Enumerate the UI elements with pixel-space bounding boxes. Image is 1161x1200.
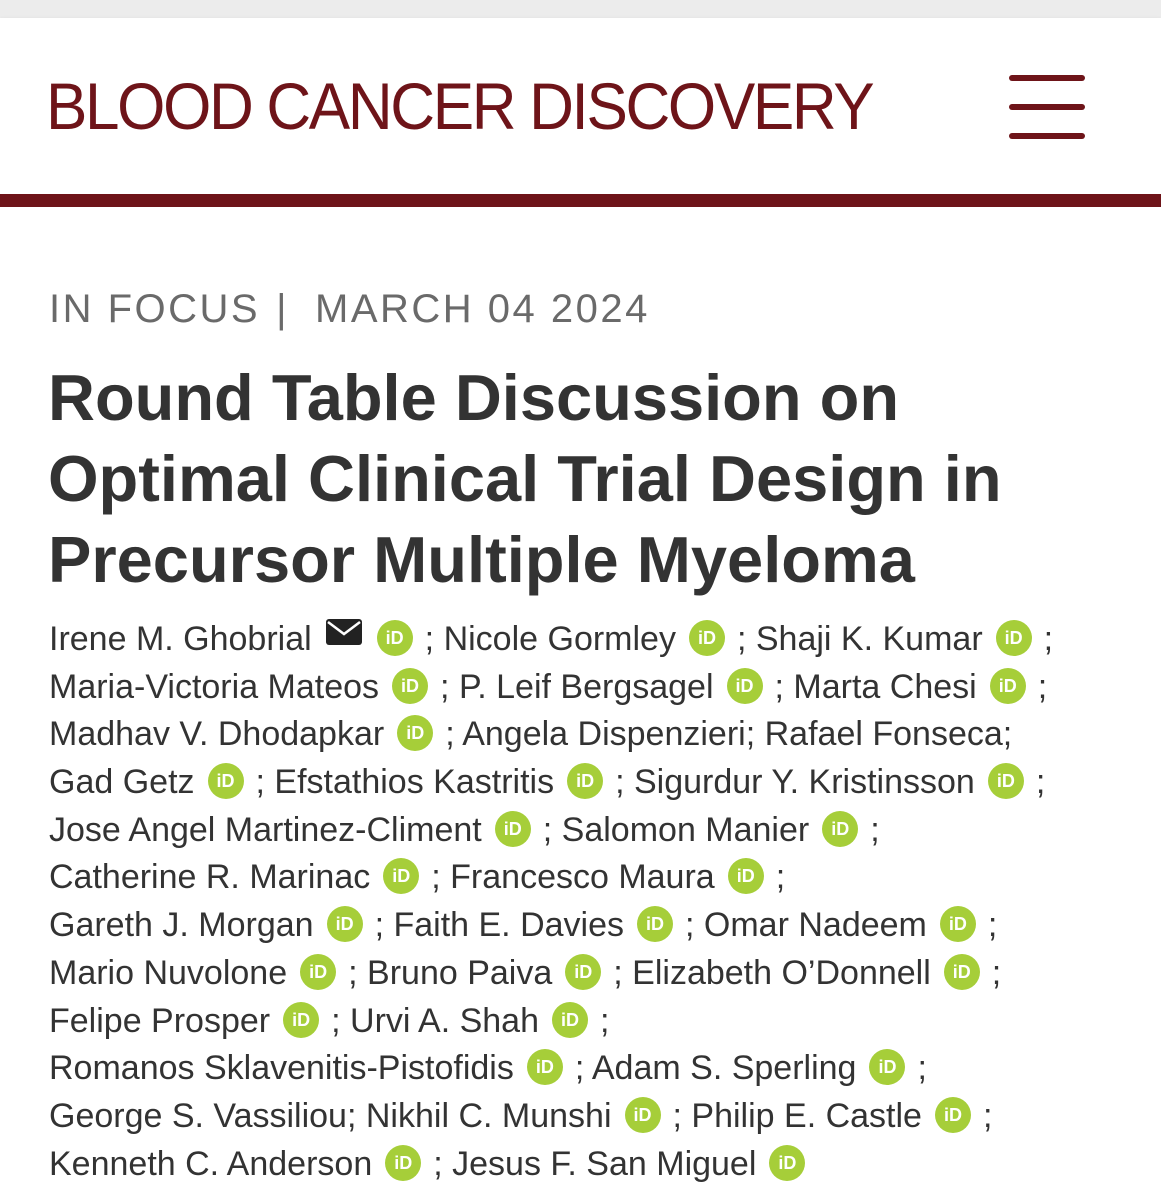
author-line xyxy=(49,759,1149,807)
author-line xyxy=(49,1093,1149,1141)
article-category[interactable]: IN FOCUS xyxy=(49,287,261,331)
author-list xyxy=(49,616,1149,1188)
author-name[interactable]: Francesco Maura xyxy=(450,858,715,897)
orcid-icon[interactable]: iD xyxy=(996,620,1032,656)
author xyxy=(49,1049,592,1087)
author-name[interactable]: Shaji K. Kumar xyxy=(755,620,983,658)
author-separator: ; xyxy=(615,763,625,802)
author-separator: ; xyxy=(348,953,358,992)
orcid-icon[interactable]: iD xyxy=(377,620,413,656)
author-separator: ; xyxy=(1002,715,1013,754)
author-name[interactable]: Salomon Manier xyxy=(561,810,810,849)
orcid-icon[interactable]: iD xyxy=(392,668,428,704)
author-separator: ; xyxy=(1035,763,1046,802)
author xyxy=(49,906,393,944)
article-meta xyxy=(49,286,650,332)
author-separator: ; xyxy=(600,1001,610,1040)
author-line xyxy=(49,1141,1149,1189)
author-separator: ; xyxy=(613,953,623,992)
orcid-icon[interactable]: iD xyxy=(567,763,603,799)
author-separator: ; xyxy=(542,810,553,849)
email-icon[interactable] xyxy=(326,619,362,645)
orcid-icon[interactable]: iD xyxy=(397,715,433,751)
author xyxy=(49,811,562,849)
orcid-icon[interactable]: iD xyxy=(625,1097,661,1133)
author xyxy=(49,668,459,706)
author-line xyxy=(49,807,1149,855)
menu-line xyxy=(1009,133,1085,139)
author-name[interactable]: Urvi A. Shah xyxy=(350,1001,539,1040)
author-line xyxy=(49,854,1149,902)
author-name[interactable]: Jose Angel Martinez-Climent xyxy=(49,810,482,849)
author xyxy=(756,620,1053,658)
journal-logo[interactable]: BLOOD CANCER DISCOVERY xyxy=(46,69,873,143)
author xyxy=(462,715,764,753)
orcid-icon[interactable]: iD xyxy=(383,858,419,894)
author-name[interactable]: Nicole Gormley xyxy=(443,620,676,658)
author xyxy=(704,906,997,944)
title-line: Precursor Multiple Myeloma xyxy=(48,523,915,596)
author xyxy=(49,715,462,753)
author-name[interactable]: Omar Nadeem xyxy=(703,906,927,945)
orcid-icon[interactable]: iD xyxy=(940,906,976,942)
orcid-icon[interactable]: iD xyxy=(944,954,980,990)
orcid-icon[interactable]: iD xyxy=(565,954,601,990)
author-line xyxy=(49,664,1149,712)
author xyxy=(450,858,785,896)
author xyxy=(49,954,367,992)
author-separator: ; xyxy=(672,1096,682,1135)
author xyxy=(452,1145,817,1183)
author-name[interactable]: Kenneth C. Anderson xyxy=(49,1144,373,1183)
author-separator: ; xyxy=(685,906,695,945)
author-separator: ; xyxy=(870,810,880,849)
author-line xyxy=(49,950,1149,998)
author-separator: ; xyxy=(331,1001,341,1040)
orcid-icon[interactable]: iD xyxy=(769,1145,805,1181)
author xyxy=(350,1002,609,1040)
orcid-icon[interactable]: iD xyxy=(728,858,764,894)
site-header xyxy=(0,18,1161,194)
author-name[interactable]: Angela Dispenzieri xyxy=(462,715,746,754)
author-name[interactable]: Irene M. Ghobrial xyxy=(49,620,312,658)
author-line xyxy=(49,616,1149,664)
article-date: MARCH 04 2024 xyxy=(315,287,650,331)
orcid-icon[interactable]: iD xyxy=(869,1049,905,1085)
orcid-icon[interactable]: iD xyxy=(637,906,673,942)
author-line xyxy=(49,902,1149,950)
author-name[interactable]: Sigurdur Y. Kristinsson xyxy=(633,763,975,802)
author-separator: ; xyxy=(917,1049,927,1088)
orcid-icon[interactable]: iD xyxy=(935,1097,971,1133)
author xyxy=(632,954,1001,992)
author-name[interactable]: P. Leif Bergsagel xyxy=(458,667,714,706)
orcid-icon[interactable]: iD xyxy=(689,620,725,656)
author-name[interactable]: Gad Getz xyxy=(49,763,195,802)
author xyxy=(592,1049,927,1087)
author xyxy=(49,1002,350,1040)
author-name[interactable]: Maria-Victoria Mateos xyxy=(49,667,380,706)
orcid-icon[interactable]: iD xyxy=(988,763,1024,799)
author-separator: ; xyxy=(774,667,784,706)
orcid-icon[interactable]: iD xyxy=(327,906,363,942)
title-line: Optimal Clinical Trial Design in xyxy=(48,442,1002,515)
author-name[interactable]: Romanos Sklavenitis-Pistofidis xyxy=(49,1049,514,1088)
author-name[interactable]: Jesus F. San Miguel xyxy=(452,1144,757,1183)
author xyxy=(49,620,444,658)
author-separator: ; xyxy=(440,667,450,706)
author-separator: ; xyxy=(982,1096,993,1135)
orcid-icon[interactable]: iD xyxy=(208,763,244,799)
author-separator: ; xyxy=(346,1096,357,1135)
orcid-icon[interactable]: iD xyxy=(822,811,858,847)
author-separator: ; xyxy=(374,906,385,945)
author-separator: ; xyxy=(1037,667,1048,706)
author-name[interactable]: Felipe Prosper xyxy=(49,1001,271,1040)
author-separator: ; xyxy=(255,763,265,802)
orcid-icon[interactable]: iD xyxy=(527,1049,563,1085)
author-name[interactable]: Bruno Paiva xyxy=(367,953,553,992)
author-name[interactable]: George S. Vassiliou xyxy=(49,1096,347,1135)
author xyxy=(49,1097,366,1135)
menu-line xyxy=(1009,75,1085,81)
article-title xyxy=(48,357,1148,600)
author xyxy=(49,763,274,801)
author xyxy=(274,763,634,801)
author-name[interactable]: Philip E. Castle xyxy=(691,1096,922,1135)
author-name[interactable]: Nikhil C. Munshi xyxy=(365,1096,612,1135)
author-separator: ; xyxy=(445,715,455,754)
author-separator: ; xyxy=(775,858,786,897)
orcid-icon[interactable]: iD xyxy=(552,1002,588,1038)
orcid-icon[interactable]: iD xyxy=(990,668,1026,704)
author-name[interactable]: Marta Chesi xyxy=(793,667,977,706)
author xyxy=(393,906,703,944)
author-line xyxy=(49,1045,1149,1093)
author xyxy=(367,954,632,992)
author-separator: ; xyxy=(987,906,998,945)
orcid-icon[interactable]: iD xyxy=(727,668,763,704)
orcid-icon[interactable]: iD xyxy=(300,954,336,990)
author xyxy=(459,668,793,706)
header-divider xyxy=(0,194,1161,207)
author-separator: ; xyxy=(433,1144,443,1183)
orcid-icon[interactable]: iD xyxy=(495,811,531,847)
title-line: Round Table Discussion on xyxy=(48,361,900,434)
orcid-icon[interactable]: iD xyxy=(385,1145,421,1181)
hamburger-menu-icon[interactable] xyxy=(1004,73,1088,143)
author xyxy=(562,811,880,849)
author xyxy=(49,858,450,896)
author xyxy=(765,715,1013,753)
author-name[interactable]: Madhav V. Dhodapkar xyxy=(49,715,385,754)
author-name[interactable]: Efstathios Kastritis xyxy=(274,763,555,802)
author-name[interactable]: Rafael Fonseca xyxy=(764,715,1003,754)
author-separator: ; xyxy=(736,620,747,658)
author xyxy=(691,1097,992,1135)
author-separator: ; xyxy=(745,715,756,754)
author xyxy=(793,668,1047,706)
author-separator: ; xyxy=(574,1049,585,1088)
author-name[interactable]: Adam S. Sperling xyxy=(591,1049,857,1088)
author-name[interactable]: Gareth J. Morgan xyxy=(49,906,314,945)
meta-separator: | xyxy=(276,287,290,331)
author-separator: ; xyxy=(431,858,441,897)
author-line xyxy=(49,998,1149,1046)
orcid-icon[interactable]: iD xyxy=(283,1002,319,1038)
author xyxy=(49,1145,452,1183)
author-separator: ; xyxy=(991,953,1002,992)
status-strip xyxy=(0,0,1161,18)
author-name[interactable]: Faith E. Davies xyxy=(393,906,624,945)
author xyxy=(366,1097,692,1135)
author xyxy=(634,763,1045,801)
author-separator: ; xyxy=(424,620,435,658)
author-line xyxy=(49,711,1149,759)
author xyxy=(444,620,756,658)
author-name[interactable]: Elizabeth O’Donnell xyxy=(632,953,931,992)
author-separator: ; xyxy=(1043,620,1054,658)
menu-line xyxy=(1009,104,1085,110)
author-name[interactable]: Mario Nuvolone xyxy=(49,953,288,992)
author-name[interactable]: Catherine R. Marinac xyxy=(49,858,371,897)
